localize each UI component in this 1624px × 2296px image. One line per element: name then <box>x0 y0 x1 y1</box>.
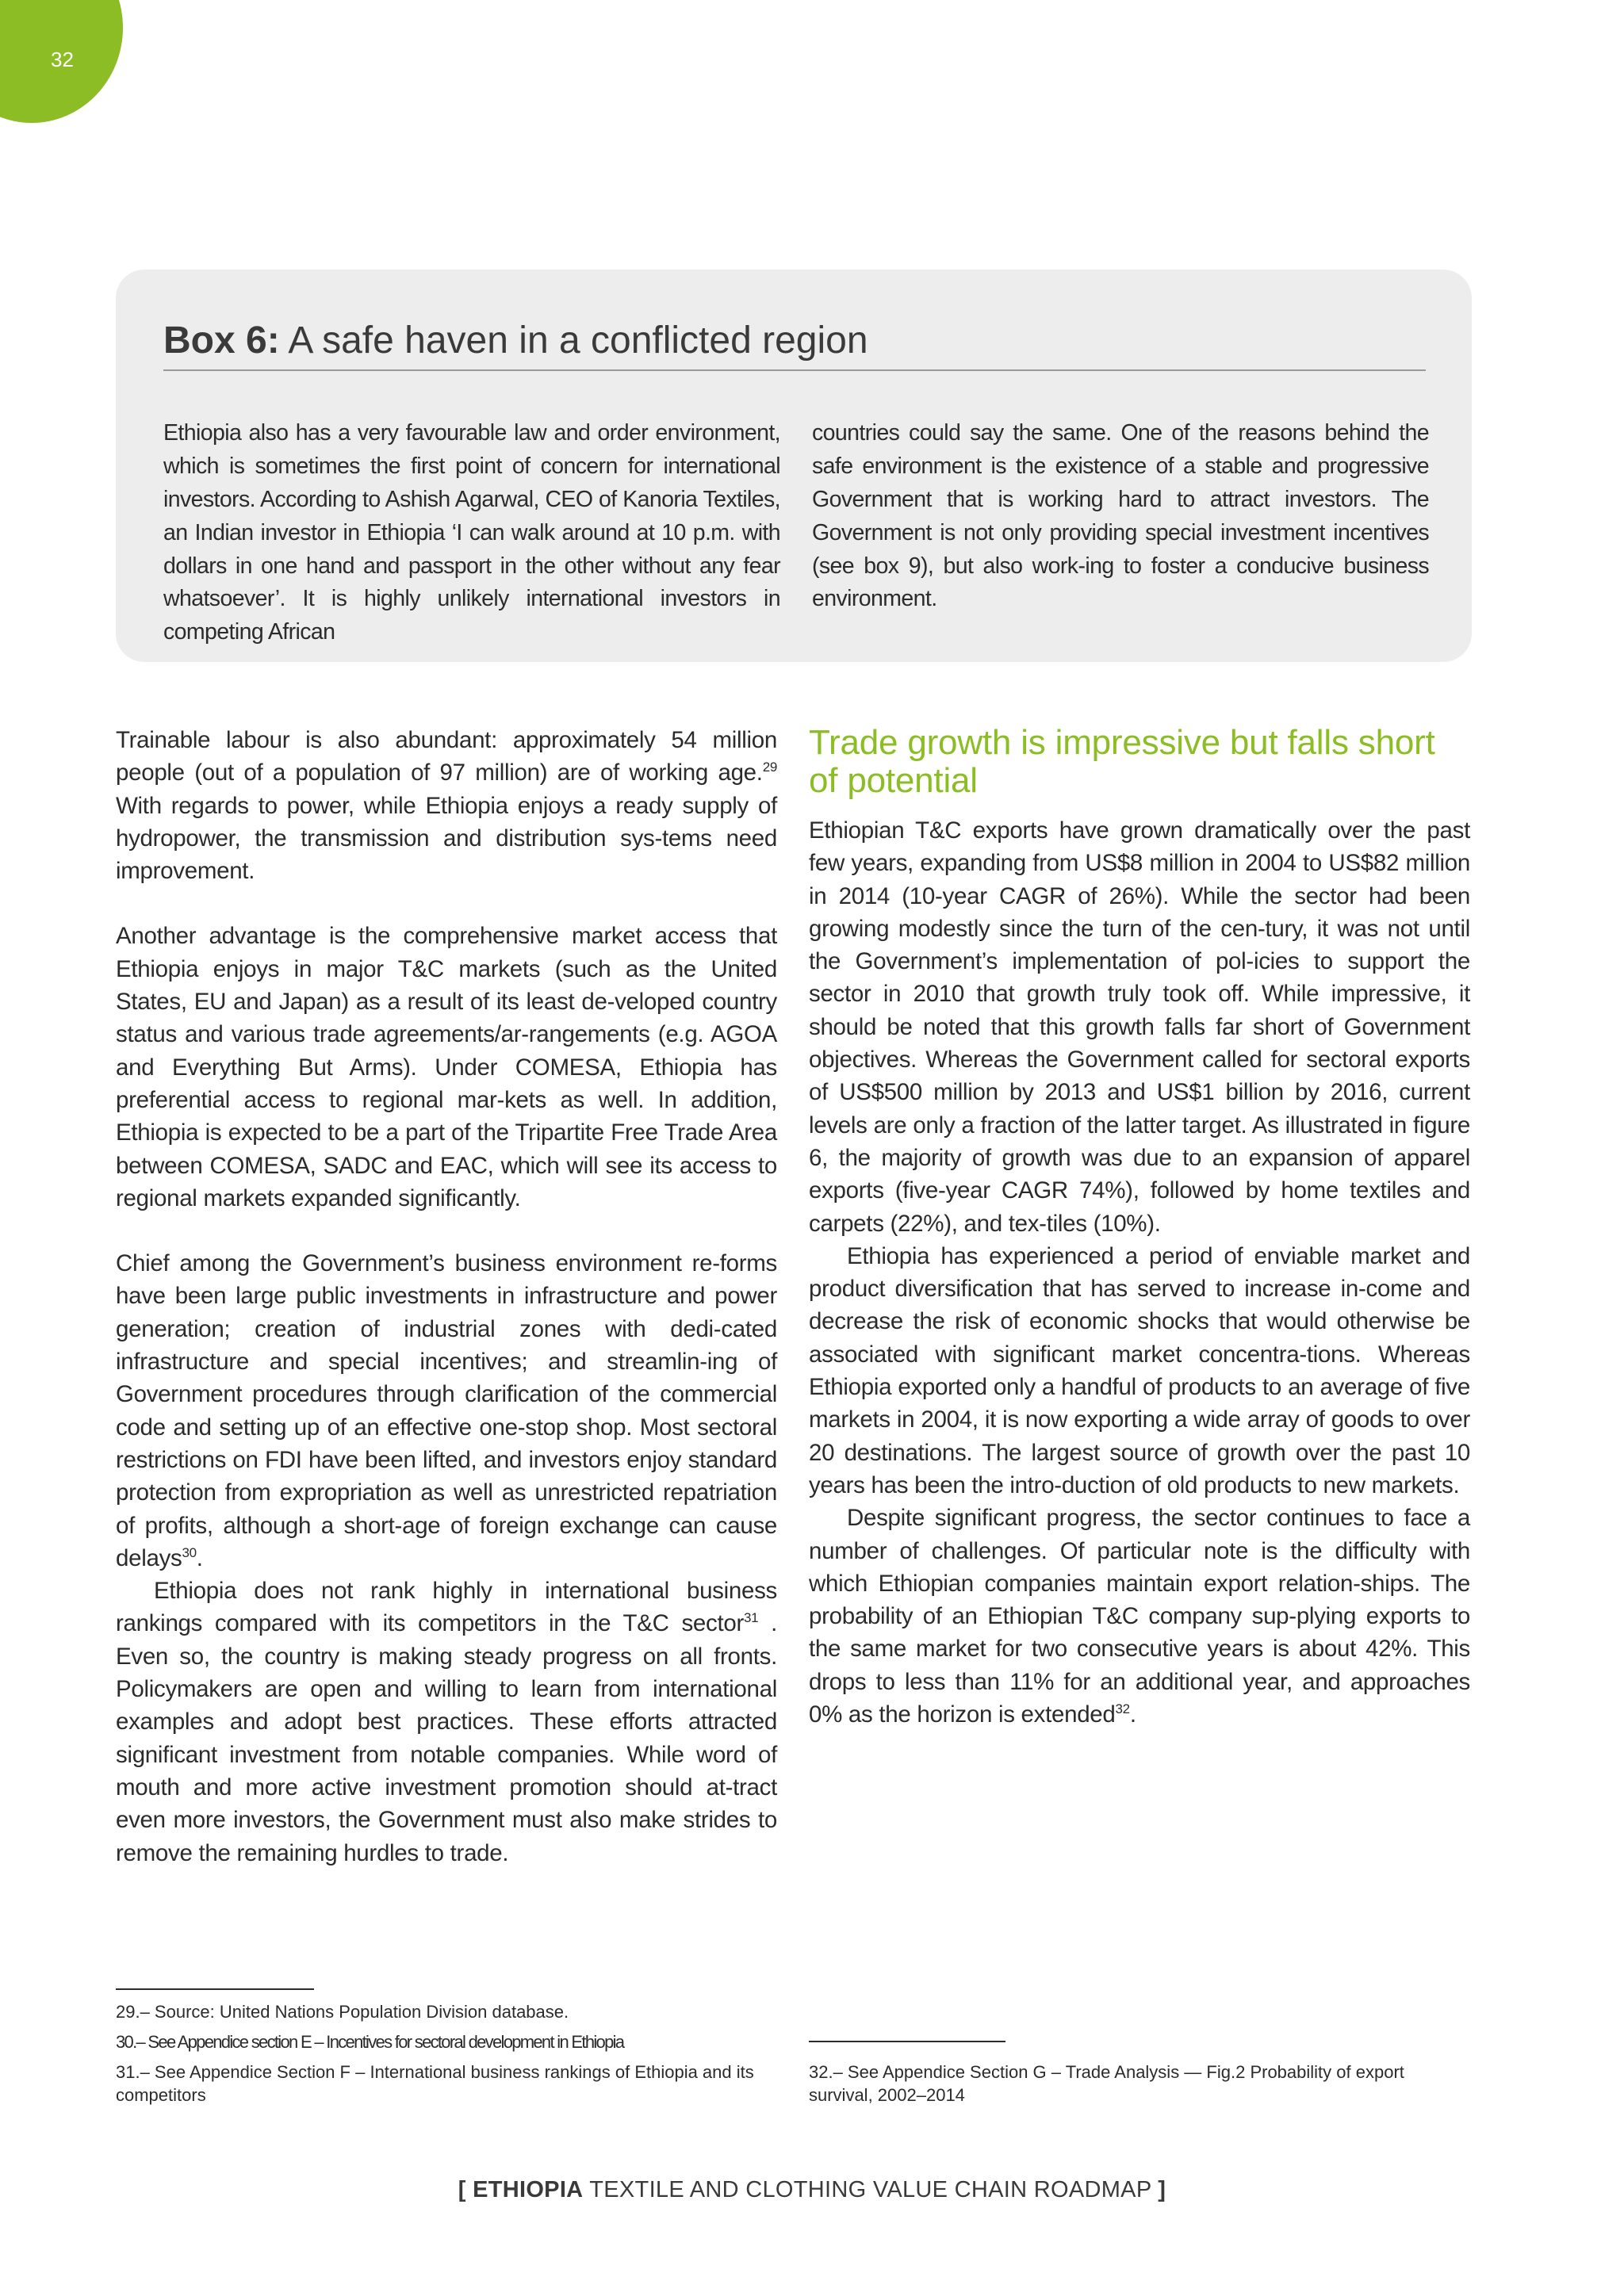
footnote-divider <box>809 2041 1005 2042</box>
paragraph <box>116 1247 777 1575</box>
footer-country: ETHIOPIA <box>473 2177 584 2202</box>
footnote-29: 29.– Source: United Nations Population Division database. <box>116 2002 569 2022</box>
footnote-ref: 32 <box>1115 1701 1130 1717</box>
box-text-right: countries could say the same. One of the reasons behind the safe environment is the existence of a stable and progressive Government that is working hard to attract investors. The Government is not only providing special investment incentives (see box 9), but also work-ing to foster a conducive business environment. <box>812 420 1429 612</box>
box-label: Box 6: <box>163 320 280 362</box>
footnote-ref: 29 <box>762 760 777 775</box>
paragraph <box>116 1575 777 1869</box>
text-run: Chief among the Government’s business environment re-forms have been large public investments in infrastructure and power generation; creation of industrial zones with dedi-cated infrastructure and special incentives; and streamlin-ing of Government procedures through clarification of the commercial code and setting up of an effective one-stop shop. Most sectoral restrictions on FDI have been lifted, and investors enjoy standard protection from expropriation as well as unrestricted repatriation of profits, although a short-age of foreign exchange can cause delays <box>116 1250 777 1571</box>
paragraph: Ethiopia has experienced a period of enviable market and product diversification that has served to increase in-come and decrease the risk of economic shocks that would otherwise be associated with significant market concentra-tions. Whereas Ethiopia exported only a handful of products to an average of five markets in 2004, it is now exporting a wide array of goods to over 20 destinations. The largest source of growth over the past 10 years has been the intro-duction of old products to new markets. <box>809 1242 1470 1498</box>
box-6-panel <box>116 270 1472 662</box>
paragraph: Ethiopian T&C exports have grown dramatically over the past few years, expanding from US$8 million in 2004 to US$82 million in 2014 (10-year CAGR of 26%). While the sector had been growing modestly since the turn of the cen-tury, it was not until the Government’s implementation of pol-icies to support the sector in 2010 that growth truly took off. While impressive, it should be noted that this growth falls far short of Government objectives. Whereas the Government called for sectoral exports of US$500 million by 2013 and US$1 billion by 2016, current levels are only a fraction of the latter target. As illustrated in figure 6, the majority of growth was due to an expansion of apparel exports (five-year CAGR 74%), followed by home textiles and carpets (22%), and tex-tiles (10%). <box>809 817 1470 1237</box>
section-heading: Trade growth is impressive but falls short of potential <box>809 723 1435 800</box>
footnote-31: 31.– See Appendice Section F – International business rankings of Ethiopia and its competitors <box>116 2062 754 2105</box>
paragraph <box>809 1502 1470 1731</box>
text-run: . <box>1129 1701 1136 1728</box>
running-footer <box>0 2177 1624 2203</box>
right-column <box>809 724 1470 1731</box>
footnote-divider <box>116 1988 314 1990</box>
text-run: Ethiopia does not rank highly in international business rankings compared with its competitors in the T&C sector <box>116 1578 777 1637</box>
footnote-ref: 30 <box>182 1545 197 1560</box>
text-run: With regards to power, while Ethiopia enjoys a ready supply of hydropower, the transmission and distribution sys-tems need improvement. <box>116 792 777 885</box>
footer-bracket: [ <box>458 2177 473 2202</box>
footer-title: TEXTILE AND CLOTHING VALUE CHAIN ROADMAP <box>583 2177 1159 2202</box>
footnote-30: 30.– See Appendice section E – Incentives for sectoral development in Ethiopia <box>116 2032 624 2052</box>
footnote-32: 32.– See Appendice Section G – Trade Analysis — Fig.2 Probability of export survival, 2002–2014 <box>809 2062 1404 2105</box>
page-number: 32 <box>51 48 74 71</box>
box-text-left: Ethiopia also has a very favourable law and order environment, which is sometimes the first point of concern for international investors. According to Ashish Agarwal, CEO of Kanoria Textiles, an Indian investor in Ethiopia ‘I can walk around at 10 p.m. with dollars in one hand and passport in the other without any fear whatsoever’. It is highly unlikely international investors in competing African <box>163 420 780 645</box>
text-run: Despite significant progress, the sector continues to face a number of challenges. Of particular note is the difficulty with which Ethiopian companies maintain export relation-ships. The probability of an Ethiopian T&C company sup-plying exports to the same market for two consecutive years is about 42%. This drops to less than 11% for an additional year, and approaches 0% as the horizon is extended <box>809 1505 1470 1728</box>
box-title-divider <box>163 369 1426 371</box>
left-column <box>116 724 777 1869</box>
paragraph: Another advantage is the comprehensive market access that Ethiopia enjoys in major T&C markets (such as the United States, EU and Japan) as a result of its least de-veloped country status and various trade agreements/ar-rangements (e.g. AGOA and Everything But Arms). Under COMESA, Ethiopia has preferential access to regional mar-kets as well. In addition, Ethiopia is expected to be a part of the Tripartite Free Trade Area between COMESA, SADC and EAC, which will see its access to regional markets expanded significantly. <box>116 923 777 1211</box>
paragraph <box>116 724 777 887</box>
text-run: Trainable labour is also abundant: approximately 54 million people (out of a population of 97 million) are of working age. <box>116 727 777 786</box>
text-run: . <box>196 1544 203 1571</box>
box-title-text: A safe haven in a conflicted region <box>279 320 868 362</box>
text-run: . Even so, the country is making steady progress on all fronts. Policymakers are open and willing to learn from international examples and adopt best practices. These efforts attracted significant investment from notable companies. While word of mouth and more active investment promotion should at-tract even more investors, the Government must also make strides to remove the remaining hurdles to trade. <box>116 1610 778 1866</box>
footer-bracket: ] <box>1158 2177 1166 2202</box>
box-title <box>163 319 1424 362</box>
footnote-ref: 31 <box>743 1610 759 1626</box>
